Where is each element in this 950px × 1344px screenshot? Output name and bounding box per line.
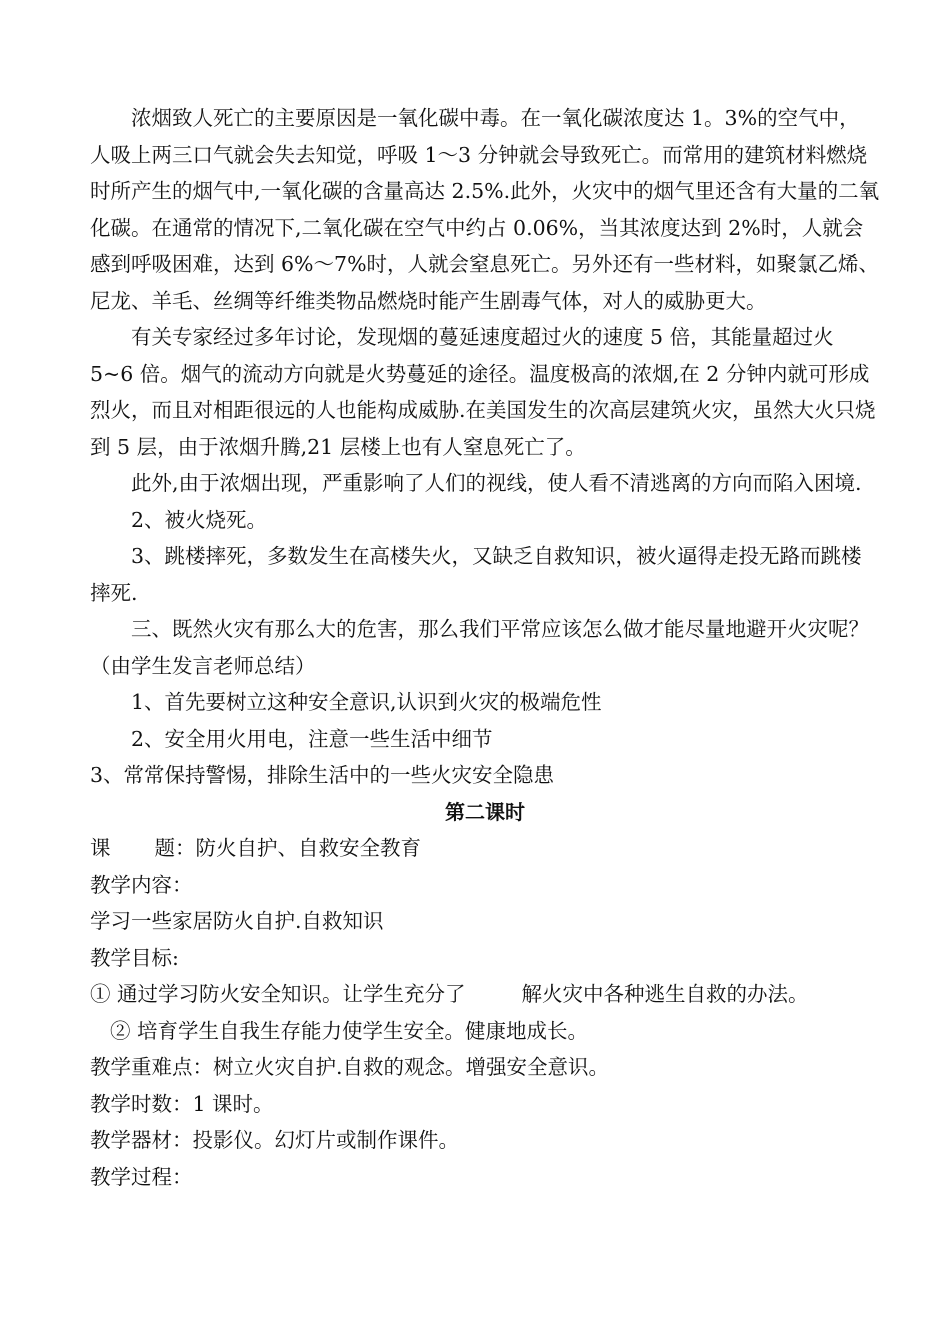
equipment-line: 教学器材：投影仪。幻灯片或制作课件。 bbox=[90, 1128, 459, 1152]
goal-item-2: ② 培育学生自我生存能力使学生安全。健康地成长。 bbox=[110, 1018, 589, 1043]
process-label: 教学过程： bbox=[90, 1164, 193, 1189]
heading-prevention: 三、既然火灾有那么大的危害，那么我们平常应该怎么做才能尽量地避开火灾呢？（由学生发言老师总结） bbox=[90, 617, 869, 678]
paragraph-carbon-monoxide: 浓烟致人死亡的主要原因是一氧化碳中毒。在一氧化碳浓度达 1。3%的空气中，人吸上两三口气就会失去知觉，呼吸 1～3 分钟就会导致死亡。而常用的建筑材料燃烧时所产生的烟气中,一氧化碳的含量高达 2.5%.此外，火灾中的烟气里还含有大量的二氧化碳。在通常的情况下,二氧化碳在空气中约占 0.06%，当其浓度达到 2%时，人就会感到呼吸困难，达到 6%～7%时，人就会窒息死亡。另外还有一些材料，如聚氯乙烯、尼龙、羊毛、丝绸等纤维类物品燃烧时能产生剧毒气体，对人的威胁更大。 bbox=[90, 106, 880, 313]
topic-label: 课 bbox=[90, 836, 111, 860]
topic-line bbox=[90, 830, 880, 867]
lesson-title: 第二课时 bbox=[445, 799, 525, 824]
paragraph-visibility: 此外,由于浓烟出现，严重影响了人们的视线，使人看不清逃离的方向而陷入困境. bbox=[131, 471, 862, 495]
list-item-jumping: 3、跳楼摔死，多数发生在高楼失火，又缺乏自救知识，被火逼得走投无路而跳楼摔死. bbox=[90, 544, 862, 605]
goal-item-1: ① 通过学习防火安全知识。让学生充分了 解火灾中各种逃生自救的办法。 bbox=[90, 982, 809, 1006]
content-label: 教学内容： bbox=[90, 872, 193, 897]
keypoints-line: 教学重难点：树立火灾自护.自救的观念。增强安全意识。 bbox=[90, 1055, 610, 1079]
hours-line: 教学时数：1 课时。 bbox=[90, 1091, 274, 1116]
document-page bbox=[90, 100, 880, 1195]
measure-item-2: 2、安全用火用电，注意一些生活中细节 bbox=[131, 726, 493, 751]
measure-item-3: 3、常常保持警惕，排除生活中的一些火灾安全隐患 bbox=[90, 763, 555, 787]
content-text: 学习一些家居防火自护.自救知识 bbox=[90, 909, 384, 933]
list-item-burned: 2、被火烧死。 bbox=[131, 507, 268, 532]
goal-label: 教学目标: bbox=[90, 945, 179, 970]
topic-text: 题：防火自护、自救安全教育 bbox=[154, 836, 421, 860]
measure-item-1: 1、首先要树立这种安全意识,认识到火灾的极端危性 bbox=[131, 690, 602, 714]
paragraph-smoke-speed: 有关专家经过多年讨论，发现烟的蔓延速度超过火的速度 5 倍，其能量超过火 5~6 倍。烟气的流动方向就是火势蔓延的途径。温度极高的浓烟,在 2 分钟内就可形成烈火，而且对相距很远的人也能构成威胁.在美国发生的次高层建筑火灾，虽然大火只烧到 5 层，由于浓烟升腾,21 层楼上也有人窒息死亡了。 bbox=[90, 325, 876, 459]
